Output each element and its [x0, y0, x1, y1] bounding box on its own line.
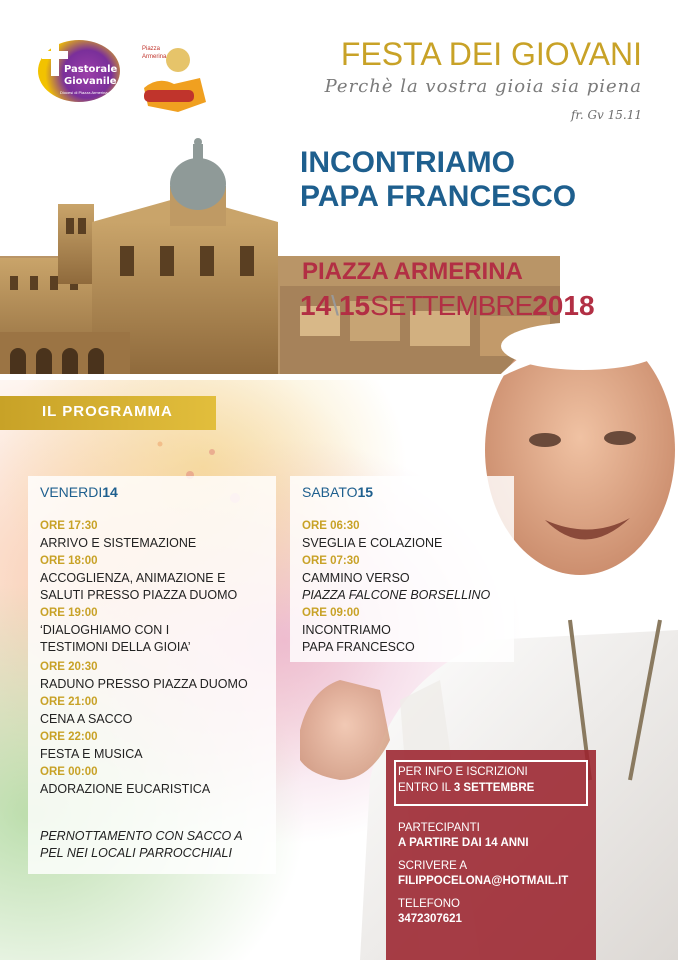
schedule-item: SVEGLIA E COLAZIONE [302, 536, 443, 550]
schedule-item: FESTA E MUSICA [40, 747, 143, 761]
time-label: ORE 20:30 [40, 661, 98, 673]
schedule-item: ACCOGLIENZA, ANIMAZIONE E [40, 571, 226, 585]
time-label: ORE 18:00 [40, 555, 98, 567]
schedule-item: INCONTRIAMO [302, 623, 391, 637]
festival-title: FESTA DEI GIOVANI [340, 36, 642, 72]
contact-phone[interactable]: 3472307621 [398, 913, 462, 925]
overnight-note-line2: PEL NEI LOCALI PARROCCHIALI [40, 846, 232, 860]
friday-day-name: VENERDI [40, 484, 103, 500]
date-month: SETTEMBRE [370, 290, 533, 321]
schedule-item: CAMMINO VERSO [302, 571, 410, 585]
date-day1: 14 [300, 290, 332, 321]
logo-text-piazza: Piazza [142, 46, 161, 52]
logo-text-giovanile: Giovanile [64, 76, 117, 87]
saturday-day-header [302, 484, 373, 500]
schedule-item: ARRIVO E SISTEMAZIONE [40, 536, 197, 550]
schedule-item: SALUTI PRESSO PIAZZA DUOMO [40, 588, 238, 602]
friday-day-num: 14 [102, 484, 118, 500]
headline-line1: INCONTRIAMO [300, 146, 515, 179]
scripture-reference: fr. Gv 15.11 [570, 108, 642, 122]
schedule-item: TESTIMONI DELLA GIOIA’ [40, 640, 191, 654]
saturday-day-name: SABATO [302, 484, 358, 500]
time-label: ORE 06:30 [302, 520, 360, 532]
participants-value: A PARTIRE DAI 14 ANNI [398, 837, 529, 849]
saturday-day-num: 15 [357, 484, 374, 500]
saturday-schedule [290, 476, 514, 662]
headline [300, 146, 576, 214]
logo-text-diocese: Diocesi di Piazza Armerina [60, 90, 108, 95]
overnight-note-line1: PERNOTTAMENTO CON SACCO A [40, 829, 243, 843]
piazza-armerina-logo [138, 40, 210, 116]
friday-day-header [40, 484, 118, 500]
contact-email[interactable]: FILIPPOCELONA@HOTMAIL.IT [398, 875, 569, 887]
event-city: PIAZZA ARMERINA [302, 258, 523, 285]
time-label: ORE 17:30 [40, 520, 98, 532]
event-dates [300, 290, 595, 322]
info-box [386, 750, 596, 960]
date-day2: 15 [338, 290, 371, 321]
friday-schedule [28, 476, 276, 874]
headline-line2: PAPA FRANCESCO [300, 180, 577, 213]
deadline-date: 3 SETTEMBRE [453, 782, 535, 794]
time-label: ORE 07:30 [302, 555, 360, 567]
pastorale-giovanile-logo [38, 40, 120, 102]
write-label: SCRIVERE A [398, 860, 468, 872]
date-separator: \ [331, 290, 339, 321]
time-label: ORE 22:00 [40, 731, 98, 743]
schedule-item: ADORAZIONE EUCARISTICA [40, 782, 211, 796]
schedule-item: PIAZZA FALCONE BORSELLINO [302, 588, 491, 602]
schedule-item: CENA A SACCO [40, 712, 133, 726]
time-label: ORE 21:00 [40, 696, 98, 708]
schedule-item: ‘DIALOGHIAMO CON I [40, 623, 170, 637]
festival-subtitle: Perchè la vostra gioia sia piena [324, 76, 642, 97]
time-label: ORE 00:00 [40, 766, 98, 778]
date-year: 2018 [532, 290, 595, 321]
time-label: ORE 19:00 [40, 607, 98, 619]
program-banner [0, 396, 216, 430]
program-label: IL PROGRAMMA [42, 403, 173, 420]
schedule-item: RADUNO PRESSO PIAZZA DUOMO [40, 677, 248, 691]
info-deadline [398, 782, 534, 794]
deadline-prefix: ENTRO IL [398, 782, 454, 794]
logo-text-armerina: Armerina [142, 54, 167, 60]
participants-label: PARTECIPANTI [398, 822, 480, 834]
info-registration-label: PER INFO E ISCRIZIONI [398, 766, 528, 778]
logo-text-pastorale: Pastorale [64, 64, 118, 75]
schedule-item: PAPA FRANCESCO [302, 640, 415, 654]
phone-label: TELEFONO [398, 898, 460, 910]
time-label: ORE 09:00 [302, 607, 360, 619]
